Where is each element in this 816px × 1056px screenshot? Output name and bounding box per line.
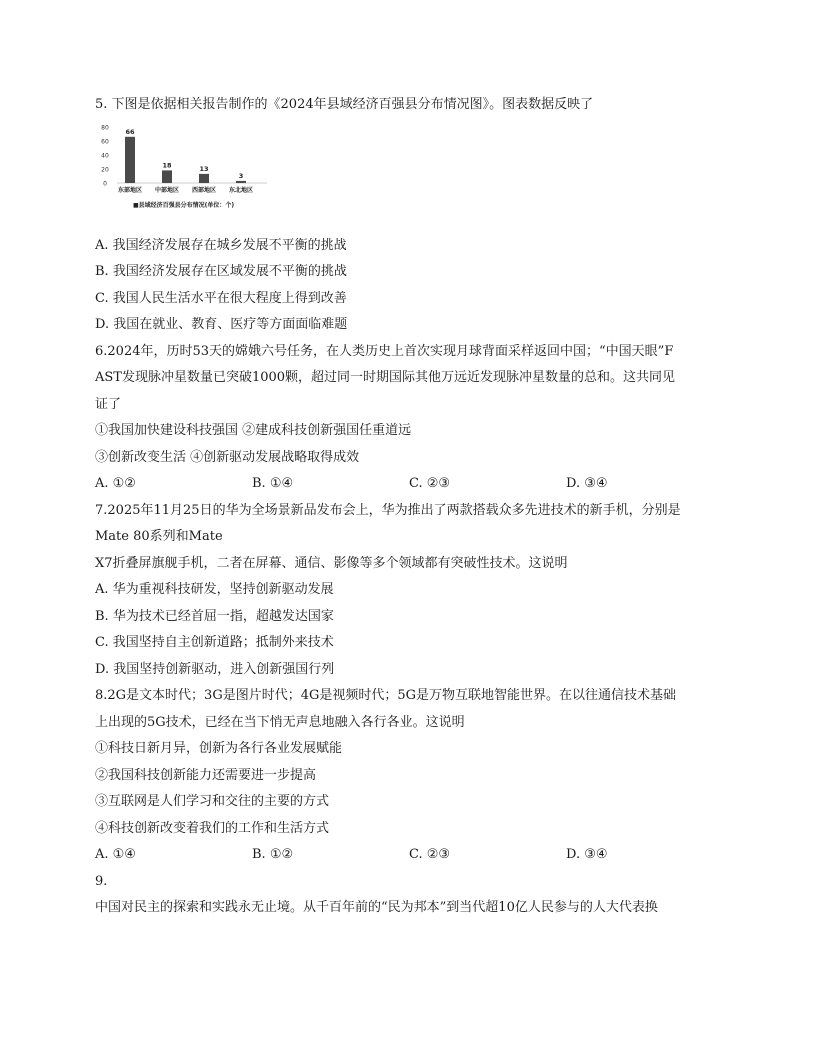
q7-stem-line-2: Mate 80系列和Mate (95, 529, 223, 544)
q9-stem-line-1: 中国对民主的探索和实践永无止境。从千百年前的“民为邦本”到当代超10亿人民参与的人大代表换 (95, 900, 658, 915)
q8-option-c: C. ②③ (409, 847, 451, 862)
q7-option-d: D. 我国坚持创新驱动，进入创新强国行列 (95, 661, 335, 677)
category-label: 中部地区 (154, 186, 180, 194)
document-page (95, 92, 725, 922)
chart-svg (95, 121, 275, 229)
q6-option-d: D. ③④ (566, 476, 608, 491)
y-tick-label: 40 (101, 152, 109, 159)
category-label: 东北地区 (228, 186, 254, 194)
y-tick-label: 20 (101, 166, 109, 173)
q7-option-b: B. 华为技术已经首屈一指，超越发达国家 (95, 608, 334, 624)
county-economy-bar-chart (95, 121, 725, 229)
bar-value-label: 13 (199, 164, 209, 173)
y-tick-label: 80 (101, 124, 109, 131)
q5-option-a: A. 我国经济发展存在城乡发展不平衡的挑战 (95, 237, 347, 253)
q6-statements-1: ①我国加快建设科技强国 ②建成科技创新强国任重道远 (95, 423, 412, 438)
q6-option-a: A. ①② (95, 476, 136, 491)
category-label: 西部地区 (191, 186, 217, 194)
q5-option-d: D. 我国在就业、教育、医疗等方面面临难题 (95, 317, 348, 332)
q8-option-b: B. ①② (252, 847, 294, 862)
q8-option-a: A. ①④ (95, 847, 136, 862)
bar (199, 173, 209, 182)
q6-option-b: B. ①④ (252, 476, 294, 491)
q6-options (95, 471, 725, 498)
q8-stem-line-2: 上出现的5G技术，已经在当下悄无声息地融入各行各业。这说明 (95, 714, 465, 730)
q8-stem-line-1: 8.2G是文本时代；3G是图片时代；4G是视频时代；5G是万物互联地智能世界。在以往通信技术基础 (95, 688, 677, 703)
q5-stem: 5. 下图是依据相关报告制作的《2024年县域经济百强县分布情况图》。图表数据反映了 (95, 97, 594, 112)
q6-statements-2: ③创新改变生活 ④创新驱动发展战略取得成效 (95, 449, 360, 465)
q5-option-b: B. 我国经济发展存在区域发展不平衡的挑战 (95, 264, 347, 279)
q5-option-c: C. 我国人民生活水平在很大程度上得到改善 (95, 290, 347, 306)
q8-statement-1: ①科技日新月异，创新为各行各业发展赋能 (95, 741, 343, 756)
bar-value-label: 66 (125, 127, 135, 136)
q7-option-c: C. 我国坚持自主创新道路；抵制外来技术 (95, 635, 334, 650)
q8-options (95, 842, 725, 869)
q6-stem-line-1: 6.2024年，历时53天的嫦娥六号任务，在人类历史上首次实现月球背面采样返回中国；“中国天眼”F (95, 343, 674, 359)
q7-stem-line-1: 7.2025年11月25日的华为全场景新品发布会上，华为推出了两款搭载众多先进技术的新手机，分别是 (95, 502, 681, 518)
bar (162, 170, 172, 183)
bar (125, 136, 135, 182)
category-label: 东部地区 (117, 186, 143, 194)
q6-option-c: C. ②③ (409, 476, 451, 491)
bar (236, 180, 246, 182)
q8-statement-2: ②我国科技创新能力还需要进一步提高 (95, 767, 317, 783)
q7-option-a: A. 华为重视科技研发，坚持创新驱动发展 (95, 582, 334, 597)
q8-statement-3: ③互联网是人们学习和交往的主要的方式 (95, 794, 330, 809)
bar-value-label: 3 (238, 171, 244, 180)
q9-number: 9. (95, 873, 108, 889)
y-tick-label: 60 (101, 138, 109, 145)
q7-stem-line-3: X7折叠屏旗舰手机，二者在屏幕、通信、影像等多个领域都有突破性技术。这说明 (95, 555, 568, 571)
bar-value-label: 18 (162, 160, 172, 169)
q8-statement-4: ④科技创新改变着我们的工作和生活方式 (95, 820, 330, 836)
q6-stem-line-3: 证了 (95, 396, 122, 412)
q6-stem-line-2: AST发现脉冲星数量已突破1000颗，超过同一时期国际其他万远近发现脉冲星数量的总和。这共同见 (95, 370, 676, 385)
y-tick-label: 0 (103, 180, 107, 187)
chart-legend: ■县域经济百强县分布情况(单位：个) (133, 201, 235, 209)
q8-option-d: D. ③④ (566, 847, 608, 862)
